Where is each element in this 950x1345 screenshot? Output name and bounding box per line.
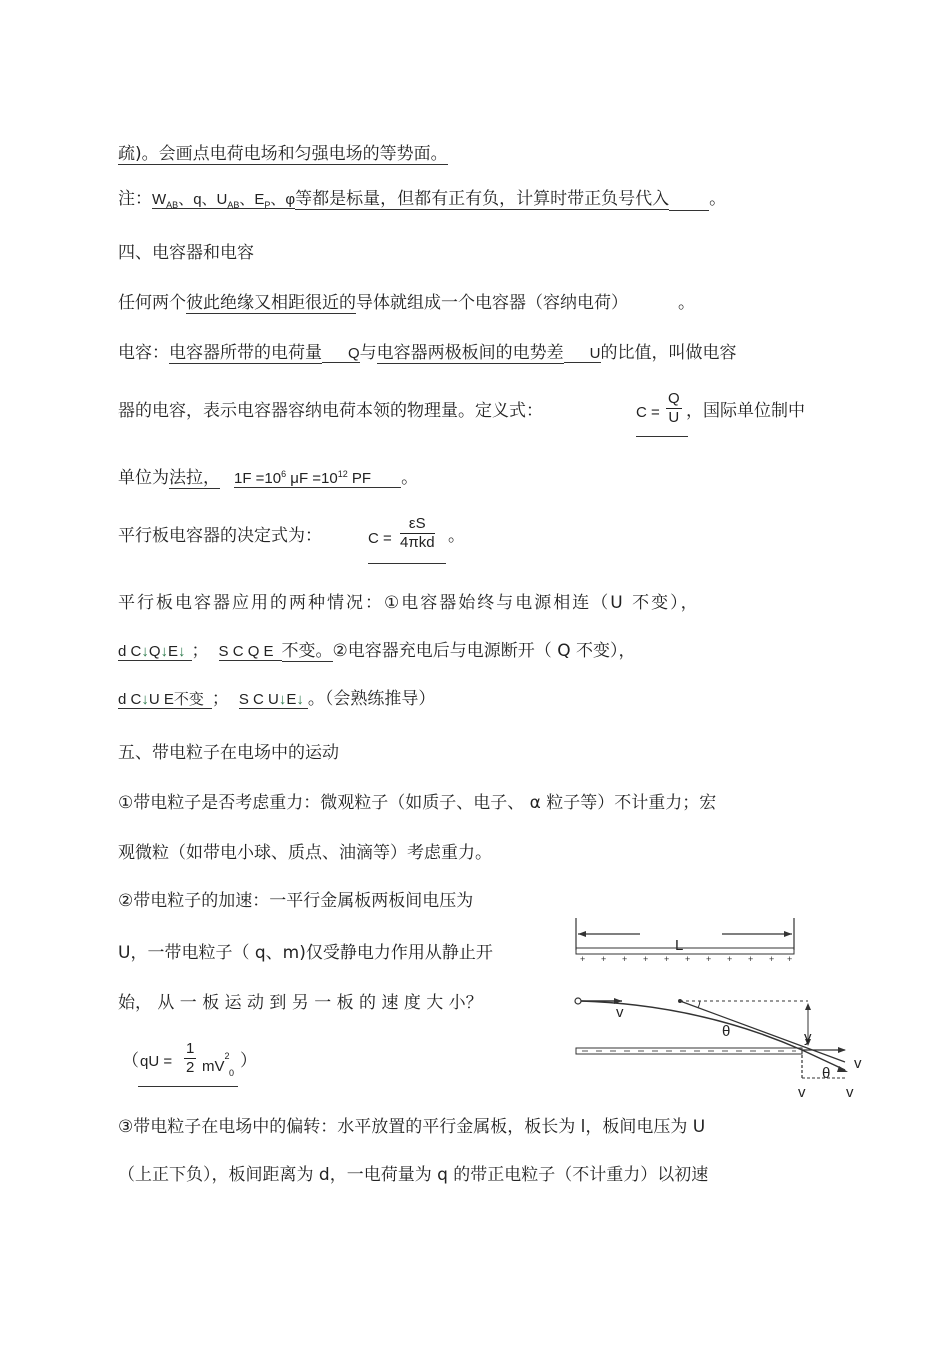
length-label: L (675, 937, 684, 954)
line-2-scalars-note: 注：$W_{AB}$、q、$U_{AB}$、$E_P$、φ等都是标量，但都有正有负，计算时带正负号代入 。 (118, 189, 727, 210)
line-1: 疏)。会画点电荷电场和匀强电场的等势面。 (118, 144, 448, 164)
theta-label-2: θ (822, 1065, 831, 1082)
svg-text:+: + (685, 954, 691, 964)
parallel-plate-fraction: εS 4πkd (400, 515, 435, 551)
y-label: y (804, 1029, 812, 1046)
svg-text:+: + (643, 954, 649, 964)
svg-text:+: + (727, 954, 733, 964)
tangent-line (680, 1001, 845, 1062)
svg-text:+: + (664, 954, 670, 964)
particle-icon (575, 998, 581, 1004)
trajectory-curve (581, 1001, 802, 1050)
line-unit-farad: 单位为法拉， $1F =10^6$ $\mu F =10^{12}$ PF 。 (118, 468, 419, 488)
energy-fraction: $\frac{1}{2}$ (186, 1040, 195, 1076)
line-gravity-2: 观微粒（如带电小球、质点、油滴等）考虑重力。 (118, 843, 492, 863)
capacitance-fraction: $\frac{Q}{U}$ (668, 390, 680, 426)
line-gravity: ①带电粒子是否考虑重力：微观粒子（如质子、电子、 α 粒子等）不计重力；宏 (118, 793, 717, 813)
svg-text:+: + (748, 954, 754, 964)
plus-signs (580, 954, 792, 964)
svg-text:+: + (622, 954, 628, 964)
line-acceleration: ②带电粒子的加速：一平行金属板两板间电压为 (118, 891, 474, 911)
section-4-heading: 四、电容器和电容 (118, 243, 254, 263)
svg-text:+: + (706, 954, 712, 964)
line-case-disconnected: d C↓U E不变 ； S C U↓E↓ 。（会熟练推导） (118, 689, 436, 709)
line-capacitance-def: 电容：电容器所带的电荷量 Q与电容器两极板间的电势差 U的比值，叫做电容 (118, 343, 737, 363)
line-case-connected: d C↓Q↓E↓ ； S C Q E 不变。②电容器充电后与电源断开（ Q 不变）， (118, 641, 636, 661)
svg-text:+: + (787, 954, 793, 964)
line-two-cases: 平行板电容器应用的两种情况：①电容器始终与电源相连（U 不变）， (118, 593, 700, 613)
deflection-diagram (570, 910, 870, 1110)
line-capacitor-def: 任何两个彼此绝缘又相距很近的导体就组成一个电容器（容纳电荷） 。 (118, 293, 695, 313)
svg-text:+: + (580, 954, 586, 964)
vy-label: v (798, 1084, 806, 1101)
v-right-label: v (854, 1055, 862, 1072)
v0-label: v (616, 1004, 624, 1021)
line-acceleration-3: 始， 从 一 板 运 动 到 另 一 板 的 速 度 大 小？ (118, 993, 483, 1013)
svg-text:+: + (601, 954, 607, 964)
svg-text:+: + (769, 954, 775, 964)
section-5-heading: 五、带电粒子在电场中的运动 (118, 743, 339, 763)
line-deflection: ③带电粒子在电场中的偏转：水平放置的平行金属板，板长为 l，板间电压为 U (118, 1117, 706, 1137)
line-deflection-2: （上正下负），板间距离为 d，一电荷量为 q 的带正电粒子（不计重力）以初速 (118, 1165, 709, 1185)
theta-label-1: θ (722, 1023, 731, 1040)
v-bottom-label: v (846, 1084, 854, 1101)
line-acceleration-2: U，一带电粒子（ q、m)仅受静电力作用从静止开 (118, 943, 493, 963)
